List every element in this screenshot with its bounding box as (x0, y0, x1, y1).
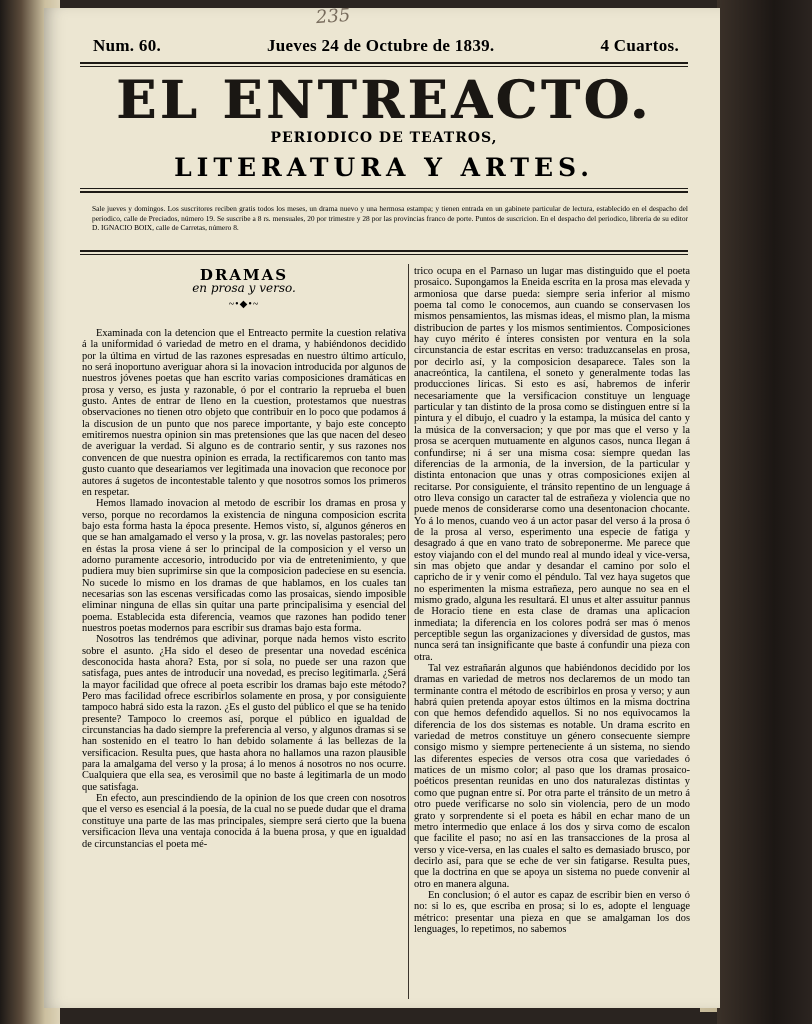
article-paragraph: trico ocupa en el Parnaso un lugar mas distinguido que el poeta prosaico. Supongamos la Eneida escrita en la prosa mas elevada y armoniosa que darse pueda: siempre seria inferior al mismo poema tal como le conocemos, aun cuando se conservasen los mismos pensamientos, las mismas ideas, el mismo plan, la misma distribucion de partes y los mismos sentimientos. Composiciones hay cuyo mérito é interes consisten por ventura en la sola circunstancia de estar escritas en verso: traduzcanselas en prosa, por decirlo así, y la composicion desaparece. Tales son la anacreóntica, la cantilena, el soneto y generalmente todas las producciones líricas. Si esto es así, habremos de inferir necesariamente que la versificacion constituye un lenguage particular y tan distinto de la prosa como se distinguen entre sí la pintura y el dibujo, el cuadro y la estampa, la música del canto y la música de la conversacion; y que por mas que el verso y la prosa se acerquen mutuamente en algunos casos, nunca llegan á confundirse; ni á ser una misma cosa: siempre quedan las diferencias de la armonia, de la inversion, de la particular y distinta entonacion que unas y otras composiciones exijen al recitarse. Por consiguiente, el tránsito repentino de un lenguage á otro lleva consigo un caracter tal de estrañeza y violencia que no puede menos de considerarse como una desentonacion chocante. Yo á lo menos, cuando veo á un actor pasar del verso á la prosa ó de la prosa al verso, esperimento una especie de fatiga y desagrado á que en vano trato de sobreponerme. Me parece que estoy viajando con el del mundo real al mundo ideal y vice-versa, sin mas objeto que andar y desandar el camino por solo el capricho de ir y venir como el péndulo. Tal vez haya sugetos que no esperimenten la misma estrañeza, pero aunque no sea en el mismo grado, alguna les resultará. El unus et alter assuitur pannus de Horacio tiene en esta clase de dramas una aplicacion inmediata; la diferencia en los colores podrá ser mas ó menos perceptible segun las organizaciones y diversidad de gustos, mas nunca será tan insignificante que baste á confundir una pieza con otra. (414, 266, 690, 663)
newspaper-title: EL ENTREACTO. (116, 70, 652, 131)
subscription-notice: Sale jueves y domingos. Los suscritores reciben gratis todos los meses, un drama nuevo y una hermosa estampa; y tienen entrada en un gabinete particular de lectura, establecido en el despacho del periodico, calle de Preciados, número 19. Se suscribe a 8 rs. mensuales, 20 por trimestre y 28 por las provincias franco de porte. Puntos de suscricion. En el despacho del periodico, libreria de su editor D. IGNACIO BOIX, calle de Carretas, número 8. (92, 204, 688, 232)
newspaper-subtitle-secondary: LITERATURA Y ARTES. (174, 153, 594, 182)
handwritten-page-number: 235 (315, 4, 352, 29)
section-rule (80, 250, 688, 252)
article-title: DRAMAS (199, 266, 289, 284)
newspaper-subtitle: PERIODICO DE TEATROS, (270, 130, 498, 146)
article-paragraph: Nosotros las tendrémos que adivinar, porque nada hemos visto escrito sobre el asunto. ¿Ha sido el deseo de presentar una novedad escénica desconocida hasta ahora? Esta, por sí sola, no puede ser una razon que satisfaga, pues antes de introducir una novedad, es preciso legitimarla. ¿Será la mayor facilidad que ofrece al poeta escribir los dramas bajo este método? Pero mas facilidad ofrece escribirlos solamente en prosa, y por consiguiente tampoco habrá sido esta la razon. ¿Es el gusto del público el que se ha tenido presente? Tampoco lo creemos así, porque el público en igualdad de circunstancias ha dado siempre la preferencia al verso, y algunos dramas si se han sostenido en el teatro lo han debido solamente á las bellezas de la versificacion. Resulta pues, que hasta ahora no hallamos una razon plausible para la amalgama del verso y la prosa; á lo menos á nosotros no nos ocurre. Cualquiera que ella sea, es verosimil que no baste á legitimarla de un modo que satisfaga. (82, 634, 406, 793)
issue-date: Jueves 24 de Octubre de 1839. (267, 36, 495, 55)
issue-price: 4 Cuartos. (600, 36, 679, 55)
book-cover-right (717, 0, 812, 1024)
article-right-column (414, 266, 690, 1006)
masthead-rule-top (80, 62, 688, 64)
article-paragraph: Hemos llamado inovacion al metodo de escribir los dramas en prosa y verso, porque no recordamos la existencia de ninguna composicion escrita bajo esta forma hasta la época presente. Hemos visto, sí, algunos géneros en que se han amalgamado el verso y la prosa, v. gr. las novelas pastorales; pero en éstas la prosa viene á ser lo principal de la composicion y el verso un adorno puramente accesorio, introducido por via de entretenimiento, y que pudiera muy bien suprimirse sin que la composicion padeciese en su esencia. No sucede lo mismo en los dramas de que hablamos, en los cuales tan necesarias son las escenas versificadas como las prosaicas, siendo imposible eliminar ninguna de ellas sin quitar una parte principalisima y esencial del poema. Establecida esta diferencia, veamos que razones han podido tener nuestros poetas modernos para escribir sus dramas bajo esta forma. (82, 498, 406, 634)
masthead-rule-bottom-thin (80, 188, 688, 189)
article-paragraph: Tal vez estrañarán algunos que habiéndonos decidido por los dramas en variedad de metros nos declaremos de un modo tan terminante contra el método de escribirlos en prosa y verso; y aun habrá quien pretenda apoyar estos últimos en la misma doctrina con que hemos defendido aquellos. Si no nos equivocamos la diferencia de los dos sistemas es notable. Un drama escrito en variedad de metros constituye un género consecuente siempre consigo mismo y siempre perteneciente á un sistema, no siendo las diferentes especies de versos otra cosa que variedades ó matices de un mismo color; al paso que los dramas prosaico-poéticos presentan reunidas en uno dos naturalezas distintas y como que pugnan entre sí. Por otra parte el tránsito de un metro á otro puede verificarse no solo sin violencia, pero de un modo grato y sorprendente si el poeta es hábil en echar mano de un metro intermedio que enlace á los dos y sirva como de escalon que facilite el paso; no así en las transacciones de la prosa al verso y vice-versa, en las cuales el salto es demasiado brusco, por decirlo así, para que se eche de ver sin fatigarse. Resulta pues, que la doctrina en que se apoya un sistema no puede convenir al otro en manera alguna. (414, 663, 690, 890)
article-paragraph: En efecto, aun prescindiendo de la opinion de los que creen con nosotros que el verso es esencial á la poesía, de la cual no se puede dudar que el drama constituye una parte de las mas principales, siempre será cierto que la buena versificacion lleva una ventaja conocida á la buena prosa, y que en igualdad de circunstancias el poeta mé- (82, 793, 406, 850)
masthead-info-bar (93, 34, 679, 58)
article-subtitle: en prosa y verso. (192, 281, 296, 296)
column-divider (408, 264, 409, 999)
ornament-divider: ~•◆•~ (228, 298, 260, 310)
article-paragraph: Examinada con la detencion que el Entreacto permite la cuestion relativa á la uniformidad ó variedad de metro en el drama, y habiéndonos decidido por la última en virtud de las razones espresadas en nuestro último artículo, no será inoportuno averiguar ahora si la inovacion introducida por algunos de nuestros jóvenes poetas que han escrito varias composiciones dramáticas en prosa y verso, es justa y razonable, ó por el contrario la reprueba el buen gusto. Antes de entrar de lleno en la cuestion, protestamos que nuestras observaciones no tienen otro objeto que contribuir en lo poco que podamos á la discusion de un punto que nos parece importante, y bajo este concepto emitiremos nuestra opinion sin mas pretensiones que las que nacen del deseo de averiguar la verdad. Si alguno es de contrario sentir, y sus razones nos convencen de que nuestra opinion es errada, la rectificaremos con tanto mas gusto cuanto que deseariamos ver legitimada una inovacion que reconoce por autores á sugetos de incontestable talento y que nosotros somos los primeros en respetar. (82, 328, 406, 498)
article-paragraph: En conclusion; ó el autor es capaz de escribir bien en verso ó no: si lo es, que escriba en prosa; si lo es, adopte el lenguage métrico: presentar una pieza en que se amalgaman los dos lenguages, lo repetimos, no sabemos (414, 889, 690, 935)
section-rule-thin (80, 254, 688, 255)
masthead-rule-bottom (80, 191, 688, 193)
issue-number: Num. 60. (93, 36, 162, 55)
article-left-column (82, 266, 406, 1006)
